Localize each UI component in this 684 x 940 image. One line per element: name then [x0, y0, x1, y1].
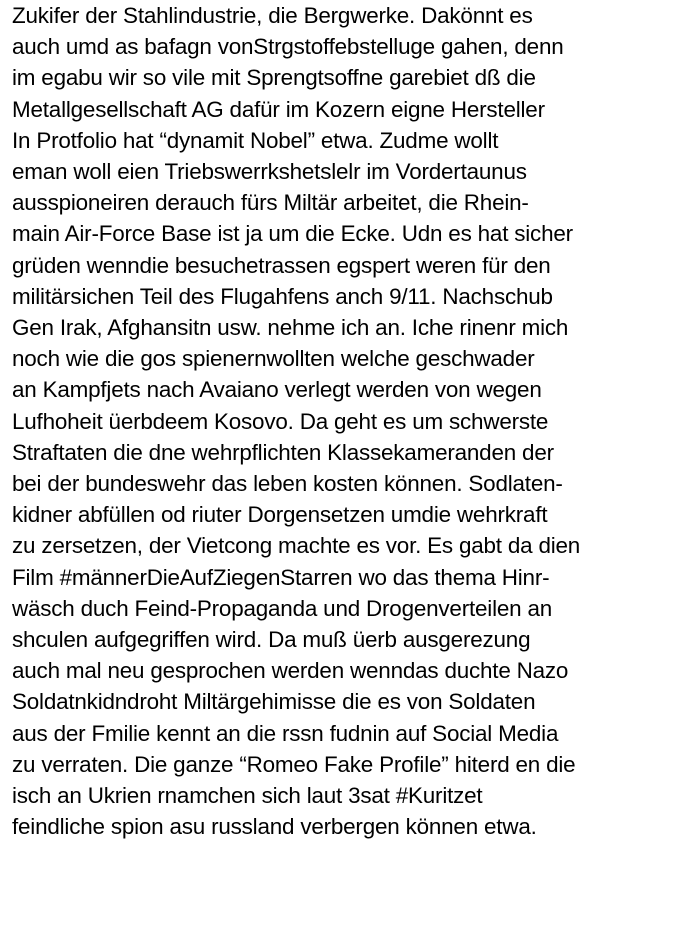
- text-line-17: kidner abfüllen od riuter Dorgensetzen umdie wehrkraft: [12, 502, 548, 528]
- text-line-22: auch mal neu gesprochen werden wenndas duchte Nazo: [12, 658, 569, 684]
- text-line-2: auch umd as bafagn vonStrgstoffebstelluge gahen, denn: [12, 34, 564, 60]
- text-line-12: noch wie die gos spienernwollten welche geschwader: [12, 346, 535, 372]
- text-line-5: In Protfolio hat “dynamit Nobel” etwa. Zudme wollt: [12, 127, 499, 153]
- text-line-3: im egabu wir so vile mit Sprengtsoffne garebiet dß die: [12, 65, 536, 91]
- text-line-23: Soldatnkidndroht Miltärgehimisse die es von Soldaten: [12, 689, 536, 715]
- text-line-4: Metallgesellschaft AG dafür im Kozern eigne Hersteller: [12, 96, 545, 122]
- text-line-25: zu verraten. Die ganze “Romeo Fake Profile” hiterd en die: [12, 751, 576, 777]
- text-line-8: main Air-Force Base ist ja um die Ecke. Udn es hat sicher: [12, 221, 573, 247]
- text-line-18: zu zersetzen, der Vietcong machte es vor. Es gabt da dien: [12, 533, 581, 559]
- text-line-9: grüden wenndie besuchetrassen egspert weren für den: [12, 252, 551, 278]
- text-line-21: shculen aufgegriffen wird. Da muß üerb ausgerezung: [12, 627, 531, 653]
- text-line-20: wäsch duch Feind-Propaganda und Drogenverteilen an: [12, 595, 553, 621]
- text-line-7: ausspioneiren derauch fürs Miltär arbeitet, die Rhein-: [12, 190, 529, 216]
- text-line-24: aus der Fmilie kennt an die rssn fudnin auf Social Media: [12, 720, 559, 746]
- text-line-27: feindliche spion asu russland verbergen können etwa.: [12, 814, 537, 840]
- text-line-16: bei der bundeswehr das leben kosten können. Sodlaten-: [12, 471, 563, 497]
- text-line-15: Straftaten die dne wehrpflichten Klassekameranden der: [12, 439, 554, 465]
- text-line-19: Film #männerDieAufZiegenStarren wo das thema Hinr-: [12, 564, 550, 590]
- text-line-1: Zukifer der Stahlindustrie, die Bergwerke. Dakönnt es: [12, 3, 533, 28]
- text-line-10: militärsichen Teil des Flugahfens anch 9/11. Nachschub: [12, 283, 553, 309]
- text-line-13: an Kampfjets nach Avaiano verlegt werden von wegen: [12, 377, 542, 403]
- body-text: [12, 0, 682, 842]
- text-line-26: isch an Ukrien rnamchen sich laut 3sat #Kuritzet: [12, 783, 483, 809]
- text-line-14: Lufhoheit üerbdeem Kosovo. Da geht es um schwerste: [12, 408, 549, 434]
- text-line-6: eman woll eien Triebswerrkshetslelr im Vordertaunus: [12, 159, 527, 185]
- text-line-11: Gen Irak, Afghansitn usw. nehme ich an. Iche rinenr mich: [12, 315, 569, 341]
